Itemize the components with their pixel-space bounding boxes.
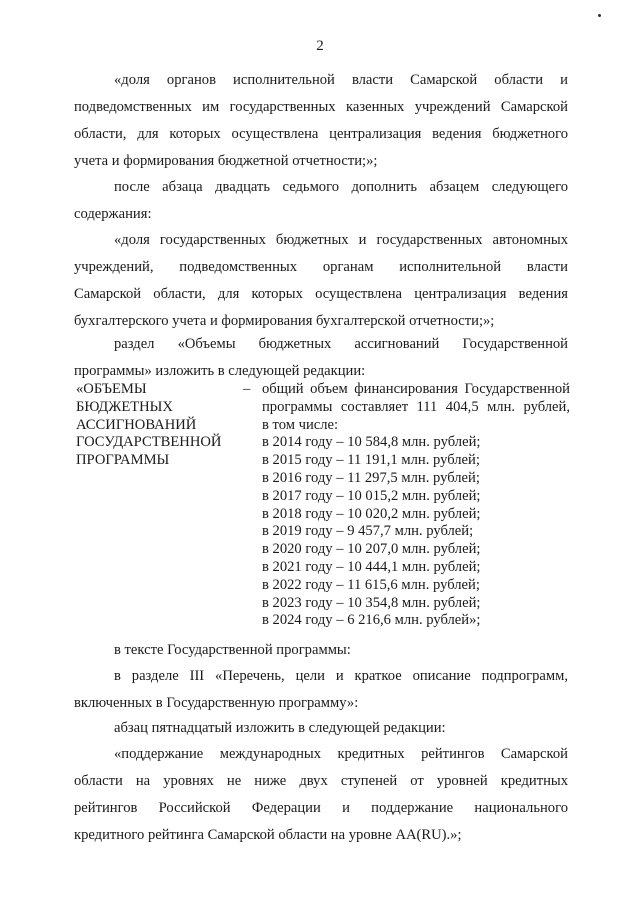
year-allocation: в 2020 году – 10 207,0 млн. рублей; [262,541,481,558]
paragraph-line: области на уровнях не ниже двух ступеней от уровней кредитных [74,773,568,789]
paragraph-line: учета и формирования бюджетной отчетности;»; [74,153,378,169]
table-heading [76,381,236,470]
paragraph-line: программы» изложить в следующей редакции: [74,363,366,379]
year-allocation: в 2022 году – 11 615,6 млн. рублей; [262,576,480,593]
paragraph-line: после абзаца двадцать седьмого дополнить абзацем следующего [114,179,568,195]
paragraph-6 [74,663,568,717]
table-dash: – [243,381,251,397]
table-intro-line: в том числе: [262,416,339,433]
table-heading-line: АССИГНОВАНИЙ [76,416,197,433]
paragraph-line: бухгалтерского учета и формирования бухгалтерской отчетности;»; [74,313,495,329]
year-allocation: в 2019 году – 9 457,7 млн. рублей; [262,523,474,540]
paragraph-line: Самарской области, для которых осуществлена централизация ведения [74,286,568,302]
year-allocation: в 2017 году – 10 015,2 млн. рублей; [262,487,481,504]
paragraph-8 [74,741,568,849]
paragraph-line: «доля органов исполнительной власти Самарской области и [114,72,568,88]
table-intro-line: программы составляет 111 404,5 млн. рублей, [262,398,570,415]
paragraph-4 [74,331,568,385]
table-content [262,381,570,630]
table-heading-line: «ОБЪЕМЫ [76,381,147,397]
paragraph-line: в разделе III «Перечень, цели и краткое описание подпрограмм, [114,668,568,684]
year-allocation: в 2023 году – 10 354,8 млн. рублей; [262,594,481,611]
paragraph-line: «поддержание международных кредитных рейтингов Самарской [114,746,568,762]
paragraph-7 [74,715,568,742]
table-heading-line: ГОСУДАРСТВЕННОЙ [76,434,222,451]
paragraph-line: рейтингов Российской Федерации и поддержание национального [74,800,568,816]
paragraph-line: кредитного рейтинга Самарской области на уровне AA(RU).»; [74,827,462,843]
paragraph-line: «доля государственных бюджетных и государственных автономных [114,232,568,248]
year-allocation: в 2021 году – 10 444,1 млн. рублей; [262,558,481,575]
year-allocation: в 2015 году – 11 191,1 млн. рублей; [262,452,480,469]
paragraph-1 [74,67,568,175]
scan-speck [598,14,601,17]
table-heading-line: БЮДЖЕТНЫХ [76,398,173,415]
paragraph-line: учреждений, подведомственных органам исполнительной власти [74,259,568,275]
paragraph-line: включенных в Государственную программу»: [74,695,359,711]
year-allocation: в 2024 году – 6 216,6 млн. рублей»; [262,612,481,629]
year-allocation: в 2014 году – 10 584,8 млн. рублей; [262,434,481,451]
table-heading-line: ПРОГРАММЫ [76,452,170,469]
paragraph-line: абзац пятнадцатый изложить в следующей редакции: [114,720,446,736]
paragraph-line: области, для которых осуществлена централизация ведения бюджетного [74,126,568,142]
paragraph-3 [74,227,568,335]
paragraph-line: подведомственных им государственных казенных учреждений Самарской [74,99,568,115]
year-allocation: в 2016 году – 11 297,5 млн. рублей; [262,469,480,486]
table-intro-line: общий объем финансирования Государственной [262,381,570,397]
paragraph-5 [74,637,568,664]
paragraph-line: в тексте Государственной программы: [114,642,351,658]
year-allocation: в 2018 году – 10 020,2 млн. рублей; [262,505,481,522]
paragraph-line: раздел «Объемы бюджетных ассигнований Государственной [114,336,568,352]
paragraph-line: содержания: [74,206,152,222]
paragraph-2 [74,174,568,228]
page-number: 2 [316,38,324,54]
